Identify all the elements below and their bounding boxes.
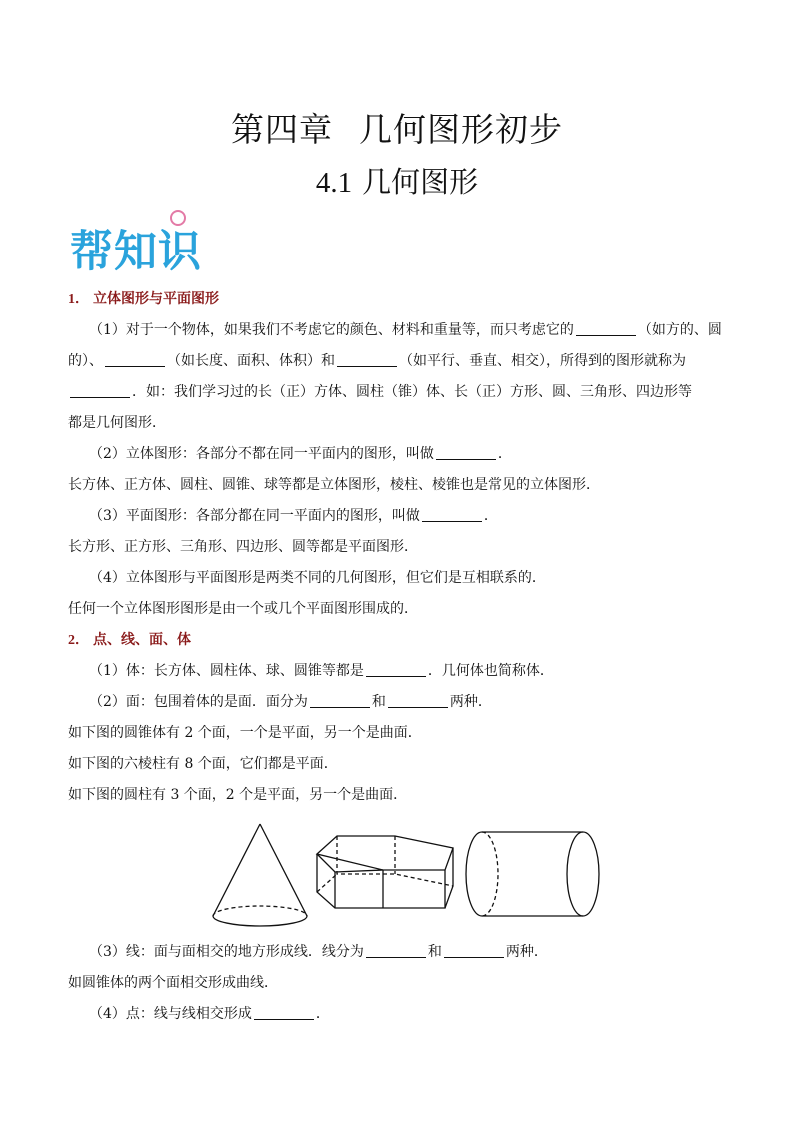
blank [422,507,482,522]
s2-line-8 [68,999,728,1030]
text: （3）线：面与面相交的地方形成线．线分为 [89,944,364,960]
s1-line-10 [68,594,728,625]
section-number: 4.1 [315,167,353,199]
blank [105,352,165,367]
blank [436,445,496,460]
s2-line-3 [68,718,728,749]
chapter-name: 几何图形初步 [359,110,563,149]
section-1-num: 1． [68,292,89,307]
knowledge-banner [70,218,202,279]
text: 长方形、正方形、三角形、四边形、圆等都是平面图形． [68,539,418,555]
text: 如下图的圆柱有 3 个面，2 个是平面，另一个是曲面． [68,787,408,803]
blank [70,383,130,398]
text: （2）面：包围着体的是面．面分为 [89,694,308,710]
text: 如圆锥体的两个面相交形成曲线． [68,975,278,991]
text: 的）、 [68,353,103,369]
chapter-number: 第四章 [231,110,333,149]
s2-line-6 [68,937,728,968]
text: （3）平面图形：各部分都在同一平面内的图形，叫做 [89,508,420,524]
text: 任何一个立体图形图形是由一个或几个平面图形围成的． [68,601,418,617]
blank [366,662,426,677]
cone-icon [213,824,307,926]
text: ． [483,508,498,524]
s1-line-9 [68,563,728,594]
banner-deco-icon [170,210,186,226]
section-heading-1 [68,284,728,315]
text: （4）点：线与线相交形成 [89,1006,252,1022]
text: 和 [371,694,386,710]
text: 和 [427,944,442,960]
text: 两种． [505,944,548,960]
blank [576,321,636,336]
text: （1）体：长方体、圆柱体、球、圆锥等都是 [89,663,364,679]
blank [366,943,426,958]
s1-line-2 [68,346,728,377]
s2-line-1 [68,656,728,687]
chapter-title [0,104,794,151]
blank [337,352,397,367]
section-2-num: 2． [68,633,89,648]
section-heading-2 [68,625,728,656]
banner-text: 帮知识 [70,227,202,277]
text: 长方体、正方体、圆柱、圆锥、球等都是立体图形，棱柱、棱锥也是常见的立体图形． [68,477,600,493]
section-2-title: 点、线、面、体 [93,632,191,648]
text: （4）立体图形与平面图形是两类不同的几何图形，但它们是互相联系的． [89,570,546,586]
blank [310,693,370,708]
s1-line-8 [68,532,728,563]
s1-line-1 [68,315,728,346]
blank [388,693,448,708]
text: （如方的、圆 [637,322,722,338]
text: 都是几何图形． [68,415,166,431]
text: （1）对于一个物体，如果我们不考虑它的颜色、材料和重量等，而只考虑它的 [89,322,574,338]
text: 两种． [449,694,492,710]
text: 如下图的六棱柱有 8 个面，它们都是平面． [68,756,338,772]
solid-figures [205,820,605,930]
s1-line-7 [68,501,728,532]
blank [444,943,504,958]
text: 如下图的圆锥体有 2 个面，一个是平面，另一个是曲面． [68,725,422,741]
blank [254,1005,314,1020]
s1-line-5 [68,439,728,470]
section-1-title: 立体图形与平面图形 [93,291,219,307]
text: （2）立体图形：各部分不都在同一平面内的图形，叫做 [89,446,434,462]
text: ．如：我们学习过的长（正）方体、圆柱（锥）体、长（正）方形、圆、三角形、四边形等 [132,384,692,400]
s2-line-4 [68,749,728,780]
s1-line-6 [68,470,728,501]
s2-line-2 [68,687,728,718]
text: ． [497,446,512,462]
section-title [0,160,794,201]
text: ．几何体也简称体． [427,663,554,679]
cylinder-icon [466,832,599,916]
text: ． [315,1006,330,1022]
section-name: 几何图形 [362,165,479,199]
s2-line-5 [68,780,728,811]
text: （如平行、垂直、相交），所得到的图形就称为 [399,353,686,369]
s1-line-3 [68,377,728,408]
hexagonal-prism-icon [317,836,453,908]
text: （如长度、面积、体积）和 [167,353,335,369]
s2-line-7 [68,968,728,999]
s1-line-4 [68,408,728,439]
